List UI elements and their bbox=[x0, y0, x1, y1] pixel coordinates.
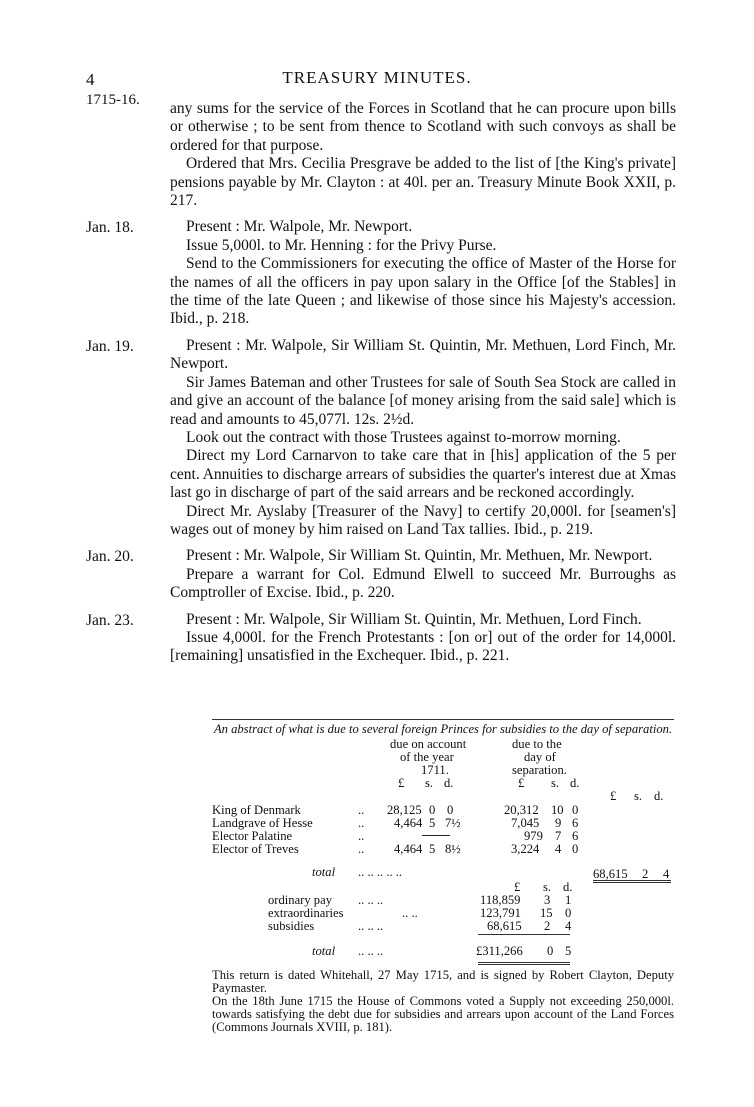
pounds-sign: £ bbox=[518, 776, 525, 790]
entry-paragraph: Present : Mr. Walpole, Sir William St. Quintin, Mr. Methuen, Mr. Newport. bbox=[186, 547, 653, 565]
cell: 28,125 bbox=[387, 803, 422, 817]
summary-pence: 1 bbox=[565, 893, 572, 907]
summary-dots: .. .. .. bbox=[358, 893, 384, 907]
note-paragraph: This return is dated Whitehall, 27 May 1715, and is signed by Robert Clayton, Deputy Paymaster. bbox=[212, 968, 674, 995]
abstract-notes bbox=[212, 969, 674, 1034]
page-number: 4 bbox=[86, 70, 95, 89]
cell: 7 bbox=[555, 829, 562, 843]
cell: 0 bbox=[447, 803, 454, 817]
cell: 7,045 bbox=[511, 816, 540, 830]
cell: 8½ bbox=[445, 842, 461, 856]
minute-entry bbox=[86, 100, 676, 210]
summary-pounds: 68,615 bbox=[487, 919, 522, 933]
summary-shillings: 15 bbox=[540, 906, 553, 920]
grand-total-dots: .. .. .. bbox=[358, 944, 384, 958]
minute-entry bbox=[86, 611, 676, 666]
col2-head-line: separation. bbox=[512, 763, 567, 777]
shillings-mark: s. bbox=[425, 776, 434, 790]
summary-pence: 4 bbox=[565, 919, 572, 933]
minute-entry bbox=[86, 547, 676, 602]
summary-rule bbox=[478, 934, 570, 935]
row-name: Landgrave of Hesse bbox=[212, 816, 313, 830]
nil-dash bbox=[422, 835, 450, 836]
note-paragraph: On the 18th June 1715 the House of Commons voted a Supply not exceeding 250,000l. towards satisfying the debt due for subsidies and arrears upon account of the Land Forces (Commons Journals XVIII, p. 181). bbox=[212, 994, 674, 1034]
row-dots: .. bbox=[358, 829, 365, 843]
entry-paragraph: any sums for the service of the Forces in Scotland that he can procure upon bills or otherwise ; to be sent from thence to Scotland with such convoys as shall be ordered for that purpose. bbox=[170, 100, 676, 154]
summary-name: subsidies bbox=[268, 919, 315, 933]
col1-head-line: of the year bbox=[400, 750, 454, 764]
minute-entry bbox=[86, 337, 676, 539]
entry-body bbox=[170, 337, 676, 539]
cell: 7½ bbox=[445, 816, 461, 830]
entry-date bbox=[86, 100, 170, 210]
entry-date: Jan. 23. bbox=[86, 611, 134, 629]
entry-body bbox=[170, 100, 676, 210]
total-pence: 4 bbox=[663, 867, 670, 881]
row-name: King of Denmark bbox=[212, 803, 301, 817]
cell: 979 bbox=[524, 829, 543, 843]
year-marker: 1715-16. bbox=[86, 92, 140, 108]
minute-entry bbox=[86, 218, 676, 328]
cell: 6 bbox=[572, 816, 579, 830]
grand-total-pounds: £311,266 bbox=[476, 944, 523, 958]
shillings-mark: s. bbox=[634, 789, 643, 803]
entry-paragraph: Look out the contract with those Trustees against to-morrow morning. bbox=[186, 428, 621, 446]
total-shillings: 2 bbox=[642, 867, 649, 881]
entry-body bbox=[170, 218, 676, 328]
cell: 10 bbox=[551, 803, 564, 817]
cell: 3,224 bbox=[511, 842, 540, 856]
entry-paragraph: Issue 4,000l. for the French Protestants : [on or] out of the order for 14,000l. [remaining] unsatisfied in the Exchequer. Ibid., p. 221. bbox=[170, 628, 676, 665]
entry-paragraph: Present : Mr. Walpole, Sir William St. Quintin, Mr. Methuen, Lord Finch. bbox=[186, 610, 642, 628]
cell: 6 bbox=[572, 829, 579, 843]
cell: 4 bbox=[555, 842, 562, 856]
grand-total-label: total bbox=[312, 944, 336, 958]
subsidies-abstract bbox=[212, 719, 674, 961]
summary-dots: .. .. bbox=[402, 906, 418, 920]
total-label: total bbox=[312, 865, 336, 879]
pence-mark: d. bbox=[654, 789, 664, 803]
entry-paragraph: Present : Mr. Walpole, Sir William St. Quintin, Mr. Methuen, Lord Finch, Mr. Newport. bbox=[170, 336, 676, 373]
shillings-mark: s. bbox=[543, 880, 552, 894]
pence-mark: d. bbox=[444, 776, 454, 790]
entry-paragraph: Sir James Bateman and other Trustees for sale of South Sea Stock are called in and give an account of the balance [of money arising from the said sale] which is read and amounts to 45,077l. 12s. 2½d. bbox=[170, 373, 676, 428]
summary-name: ordinary pay bbox=[268, 893, 332, 907]
col2-head-line: due to the bbox=[512, 737, 562, 751]
entry-body bbox=[170, 547, 676, 602]
entry-paragraph: Direct my Lord Carnarvon to take care that in [his] application of the 5 per cent. Annuities to discharge arrears of subsidies the quarter's interest due at Xmas last go in discharge of part of the said arrears and be reckoned accordingly. bbox=[170, 447, 676, 502]
entry-paragraph: Direct Mr. Ayslaby [Treasurer of the Navy] to certify 20,000l. for [seamen's] wages out of money by him raised on Land Tax tallies. Ibid., p. 219. bbox=[170, 502, 676, 538]
total-dots: .. .. .. .. .. bbox=[358, 865, 403, 879]
summary-pence: 0 bbox=[565, 906, 572, 920]
col2-head-line: day of bbox=[524, 750, 556, 764]
cell: 0 bbox=[572, 842, 579, 856]
summary-dots: .. .. .. bbox=[358, 919, 384, 933]
entry-date: Jan. 19. bbox=[86, 337, 134, 355]
entry-paragraph: Send to the Commissioners for executing the office of Master of the Horse for the names of all the officers in pay upon salary in the Office [of the Stables] in the time of the late Queen ; and likewise of those since his Majesty's accession. Ibid., p. 218. bbox=[170, 255, 676, 328]
grand-total-pence: 5 bbox=[565, 944, 572, 958]
entry-body bbox=[170, 611, 676, 666]
pence-mark: d. bbox=[570, 776, 580, 790]
cell: 0 bbox=[429, 803, 436, 817]
total-pounds: 68,615 bbox=[593, 867, 628, 881]
row-dots: .. bbox=[358, 803, 365, 817]
cell: 5 bbox=[429, 842, 436, 856]
summary-pounds: 118,859 bbox=[480, 893, 521, 907]
abstract-title: An abstract of what is due to several foreign Princes for subsidies to the day of separation. bbox=[213, 722, 673, 736]
entry-date: Jan. 20. bbox=[86, 548, 134, 566]
pounds-sign: £ bbox=[398, 776, 405, 790]
cell: 9 bbox=[555, 816, 562, 830]
row-name: Elector of Treves bbox=[212, 842, 299, 856]
summary-pounds: 123,791 bbox=[480, 906, 521, 920]
minutes-entries bbox=[86, 100, 676, 674]
col1-head-line: due on account bbox=[390, 737, 467, 751]
row-name: Elector Palatine bbox=[212, 829, 293, 843]
entry-paragraph: Issue 5,000l. to Mr. Henning : for the Privy Purse. bbox=[186, 236, 497, 254]
entry-paragraph: Prepare a warrant for Col. Edmund Elwell to succeed Mr. Burroughs as Comptroller of Excise. Ibid., p. 220. bbox=[170, 565, 676, 602]
entry-paragraph: Present : Mr. Walpole, Mr. Newport. bbox=[186, 218, 413, 236]
row-dots: .. bbox=[358, 842, 365, 856]
cell: 4,464 bbox=[394, 842, 423, 856]
summary-shillings: 3 bbox=[544, 893, 551, 907]
shillings-mark: s. bbox=[551, 776, 560, 790]
pounds-sign: £ bbox=[610, 789, 617, 803]
grand-total-double-rule bbox=[478, 962, 570, 965]
row-dots: .. bbox=[358, 816, 365, 830]
grand-total-shillings: 0 bbox=[547, 944, 554, 958]
cell: 5 bbox=[429, 816, 436, 830]
entry-date: Jan. 18. bbox=[86, 219, 134, 237]
running-title: TREASURY MINUTES. bbox=[282, 68, 472, 87]
cell: 20,312 bbox=[504, 803, 539, 817]
col1-head-line: 1711. bbox=[421, 763, 449, 777]
entry-paragraph: Ordered that Mrs. Cecilia Presgrave be added to the list of [the King's private] pensions payable by Mr. Clayton : at 40l. per an. Treasury Minute Book XXII, p. 217. bbox=[170, 155, 676, 210]
cell: 0 bbox=[572, 803, 579, 817]
summary-name: extraordinaries bbox=[268, 906, 344, 920]
pounds-sign: £ bbox=[514, 880, 521, 894]
cell: 4,464 bbox=[394, 816, 423, 830]
total-double-rule bbox=[593, 880, 671, 883]
summary-shillings: 2 bbox=[544, 919, 551, 933]
pence-mark: d. bbox=[563, 880, 573, 894]
abstract-table bbox=[212, 736, 674, 961]
abstract-top-rule bbox=[212, 719, 674, 720]
